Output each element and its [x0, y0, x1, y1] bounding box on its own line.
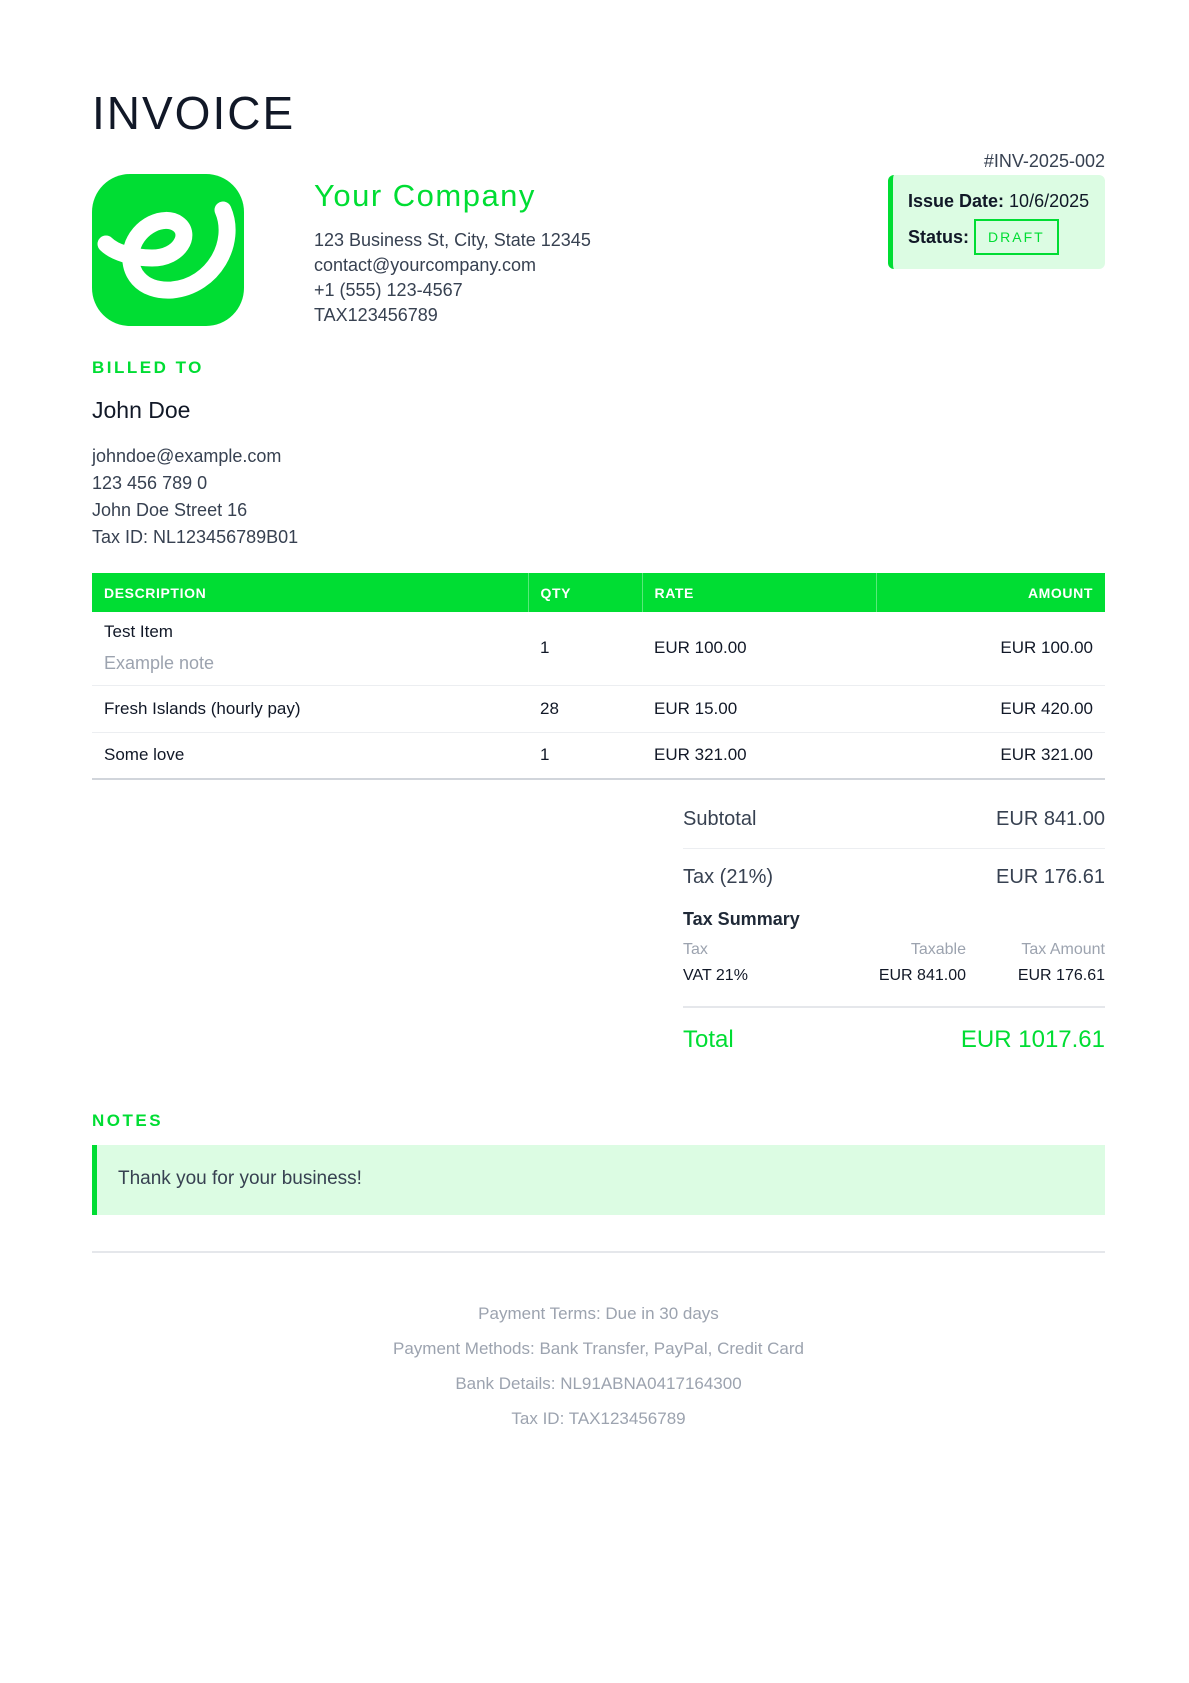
- table-row: [92, 612, 1105, 685]
- company-name: Your Company: [314, 178, 536, 213]
- line-items-table: [92, 573, 1105, 780]
- total-value: EUR 1017.61: [960, 1026, 1105, 1053]
- item-amount: EUR 321.00: [876, 732, 1105, 779]
- item-description-cell: [92, 612, 528, 685]
- issue-date-value: 10/6/2025: [1009, 191, 1090, 211]
- issue-date-label: Issue Date:: [908, 191, 1005, 211]
- header-qty: QTY: [528, 573, 642, 612]
- tax-value: EUR 176.61: [996, 866, 1105, 888]
- client-address: John Doe Street 16: [92, 500, 248, 520]
- total-row: [683, 1026, 1105, 1054]
- item-note: Example note: [104, 653, 215, 674]
- subtotal-value: EUR 841.00: [996, 808, 1105, 830]
- table-row: [92, 685, 1105, 732]
- subtotal-row: [683, 808, 1105, 849]
- company-logo-icon: [92, 174, 244, 326]
- item-description: Fresh Islands (hourly pay): [92, 685, 528, 732]
- tax-summary-header-tax: Tax: [683, 941, 708, 958]
- tax-summary-title: Tax Summary: [683, 909, 800, 929]
- item-qty: 28: [528, 685, 642, 732]
- tax-summary-header-taxable: Taxable: [910, 941, 966, 958]
- header-description: DESCRIPTION: [92, 573, 528, 612]
- status-label: Status:: [908, 226, 970, 247]
- header-amount: AMOUNT: [876, 573, 1105, 612]
- table-header-row: [92, 573, 1105, 612]
- footer-bank-details: Bank Details: NL91ABNA0417164300: [455, 1374, 742, 1393]
- tax-label: Tax (21%): [683, 866, 774, 888]
- notes-label: NOTES: [92, 1111, 164, 1130]
- item-rate: EUR 321.00: [642, 732, 876, 779]
- footer-tax-id: Tax ID: TAX123456789: [511, 1409, 686, 1428]
- company-address: 123 Business St, City, State 12345: [314, 230, 591, 250]
- client-tax-id: Tax ID: NL123456789B01: [92, 527, 299, 547]
- invoice-number: #INV-2025-002: [983, 151, 1105, 171]
- company-email[interactable]: contact@yourcompany.com: [314, 255, 537, 275]
- item-qty: 1: [528, 732, 642, 779]
- footer-divider: [92, 1251, 1105, 1253]
- subtotal-label: Subtotal: [683, 808, 757, 830]
- tax-summary-header: [683, 941, 1105, 959]
- totals-section: [683, 808, 1105, 1054]
- billed-to-label: BILLED TO: [92, 358, 204, 377]
- status-row: [908, 219, 1105, 255]
- tax-summary-header-amount: Tax Amount: [1021, 941, 1105, 958]
- client-name: John Doe: [92, 397, 191, 423]
- tax-row: [683, 866, 1105, 889]
- item-rate: EUR 100.00: [642, 612, 876, 685]
- footer-payment-terms: Payment Terms: Due in 30 days: [478, 1304, 719, 1323]
- page-title: INVOICE: [92, 87, 296, 139]
- header-rate: RATE: [642, 573, 876, 612]
- status-badge: DRAFT: [974, 219, 1059, 255]
- table-row: [92, 732, 1105, 779]
- tax-summary-taxable: EUR 841.00: [878, 967, 966, 984]
- item-amount: EUR 420.00: [876, 685, 1105, 732]
- company-info: [314, 178, 591, 328]
- tax-summary-tax: VAT 21%: [683, 967, 748, 984]
- footer-payment-methods: Payment Methods: Bank Transfer, PayPal, Credit Card: [392, 1339, 805, 1358]
- item-qty: 1: [528, 612, 642, 685]
- tax-summary-row: [683, 967, 1105, 985]
- issue-date-row: [908, 191, 1105, 212]
- company-tax-id: TAX123456789: [314, 305, 438, 325]
- item-description: Test Item: [104, 622, 173, 642]
- total-row-wrap: [683, 1006, 1105, 1054]
- footer: [92, 1296, 1105, 1436]
- total-label: Total: [683, 1026, 734, 1053]
- item-description: Some love: [92, 732, 528, 779]
- client-email[interactable]: johndoe@example.com: [92, 446, 282, 466]
- client-phone: 123 456 789 0: [92, 473, 208, 493]
- notes-box: Thank you for your business!: [92, 1145, 1105, 1215]
- item-amount: EUR 100.00: [876, 612, 1105, 685]
- item-rate: EUR 15.00: [642, 685, 876, 732]
- client-details: [92, 443, 298, 551]
- tax-summary-amount: EUR 176.61: [1017, 967, 1105, 984]
- company-phone: +1 (555) 123-4567: [314, 280, 463, 300]
- invoice-meta-box: [888, 175, 1105, 269]
